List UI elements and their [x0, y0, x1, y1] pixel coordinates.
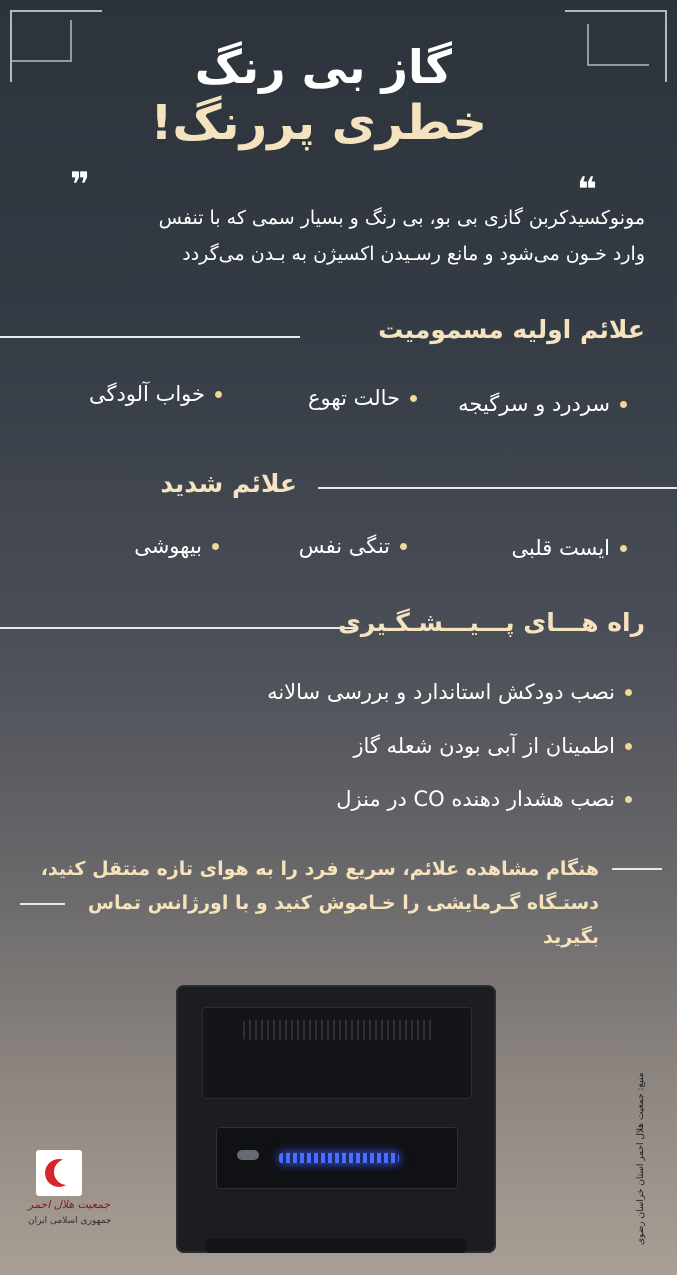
heater-grille [243, 1020, 433, 1040]
bullet-icon [212, 543, 219, 550]
red-crescent-logo [36, 1150, 82, 1196]
prevention-label: نصب هشدار دهنده CO در منزل [336, 787, 615, 811]
source-text: منبع: جمعیت هلال احمر استان خراسان رضوی [636, 1072, 646, 1245]
divider-line [0, 336, 300, 338]
source-credit [620, 1072, 646, 1245]
symptom-label: بیهوشی [134, 534, 202, 558]
symptom-label: خواب آلودگی [88, 382, 205, 406]
list-item [89, 382, 222, 406]
gas-heater-image [176, 985, 496, 1253]
bullet-icon [620, 545, 627, 552]
heater-base [206, 1239, 466, 1253]
frame-corner-top-right-inner [587, 24, 649, 66]
heater-front-panel [216, 1127, 458, 1189]
bullet-icon [625, 796, 632, 803]
bullet-icon [410, 395, 417, 402]
heater-top-panel [202, 1007, 472, 1099]
prevention-label: اطمینان از آبی بودن شعله گاز [353, 734, 615, 758]
blue-flame-icon [279, 1153, 399, 1163]
quote-open-icon: ❞ [70, 165, 90, 205]
section-title-severe-symptoms: علائم شدید [160, 469, 297, 498]
logo-text-line-2: جمهوری اسلامی ایران [28, 1216, 112, 1226]
heater-brand-icon [237, 1150, 259, 1160]
bullet-icon [215, 391, 222, 398]
advice-line-2: دستـگاه گـرمایشی را خـاموش کنید و با اورژانس تماس بگیرید [87, 892, 599, 948]
divider-line [318, 487, 677, 489]
list-item [353, 734, 632, 758]
title-line-2: خطری پررنگ! [150, 95, 487, 151]
list-item [511, 536, 627, 560]
crescent-icon [45, 1159, 73, 1187]
symptom-label: سردرد و سرگیجه [458, 392, 610, 416]
section-title-prevention: راه هـــای پـــیـــشـگـیری [338, 608, 645, 637]
list-item [267, 680, 632, 704]
section-title-initial-symptoms: علائم اولیه مسمومیت [378, 315, 645, 344]
list-item [134, 534, 219, 558]
bullet-icon [400, 543, 407, 550]
intro-line-2: وارد خـون می‌شود و مانع رسـیدن اکسیژن به بـدن می‌گردد [182, 243, 645, 265]
quote-close-icon: ❝ [577, 170, 597, 210]
symptom-label: تنگی نفس [298, 534, 390, 558]
intro-paragraph [25, 200, 645, 272]
list-item [458, 392, 627, 416]
symptom-label: ایست قلبی [511, 536, 610, 560]
advice-note [39, 852, 599, 954]
title-line-1: گاز بی رنگ [194, 40, 452, 94]
bullet-icon [620, 401, 627, 408]
advice-line-1: هنگام مشاهده علائم، سریع فرد را به هوای تازه منتقل کنید، [40, 858, 599, 880]
frame-corner-top-left-inner [10, 20, 72, 62]
list-item [336, 787, 632, 811]
intro-line-1: مونوکسیدکربن گازی بی بو، بی رنگ و بسیار سمی که با تنفس [158, 207, 645, 229]
list-item [308, 386, 417, 410]
symptom-label: حالت تهوع [308, 386, 400, 410]
prevention-label: نصب دودکش استاندارد و بررسی سالانه [267, 680, 615, 704]
bullet-icon [625, 689, 632, 696]
divider-line [0, 627, 355, 629]
bullet-icon [625, 743, 632, 750]
logo-text-line-1: جمعیت هلال احمر [28, 1198, 111, 1211]
list-item [299, 534, 407, 558]
divider-line [612, 868, 662, 870]
